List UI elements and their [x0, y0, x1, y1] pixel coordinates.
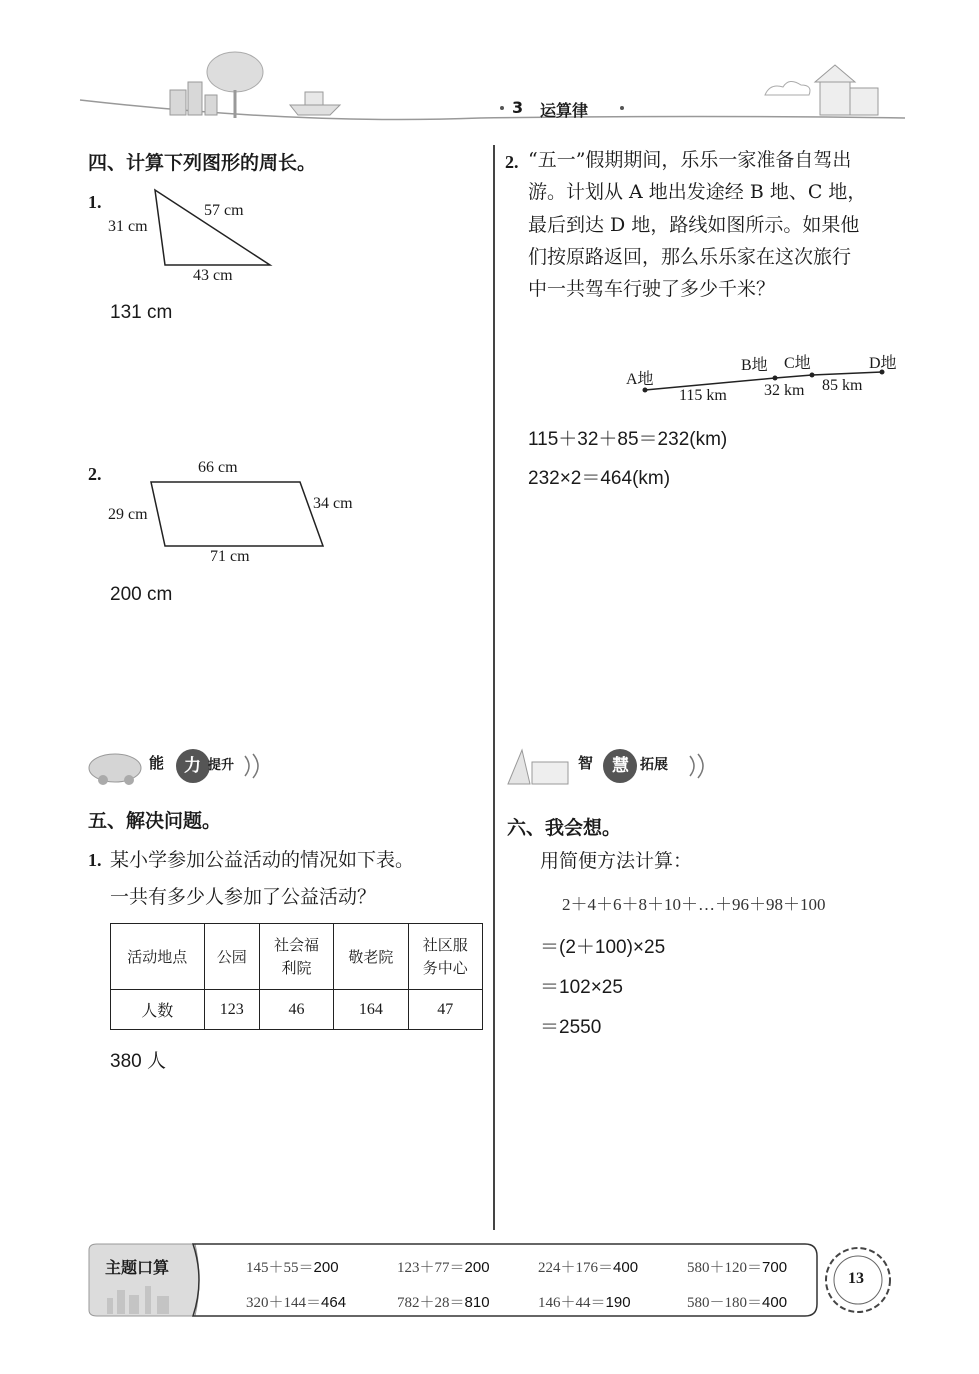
table-header-cell: 社区服 务中心: [408, 924, 482, 990]
page-number: 13: [848, 1270, 864, 1287]
section6-expression: 2＋4＋6＋8＋10＋…＋96＋98＋100: [562, 895, 826, 914]
mental-math-item: 145＋55＝200: [246, 1259, 339, 1276]
ability-badge-char-3: 提升: [208, 758, 235, 773]
mental-math-item: 146＋44＝190: [538, 1294, 631, 1311]
triangle-bottom-label: 43 cm: [193, 267, 233, 284]
s4-q1-answer: 131 cm: [110, 302, 173, 323]
table-header-cell: 公园: [204, 924, 259, 990]
s5-q1-text: [110, 842, 490, 916]
table-header-cell: 活动地点: [111, 924, 205, 990]
wisdom-badge-char-1: 智: [578, 754, 594, 772]
column-divider: [493, 145, 495, 1230]
table-header-cell: 社会福 利院: [259, 924, 333, 990]
table-cell: 123: [204, 990, 259, 1030]
route-distance-cd: 85 km: [822, 377, 863, 394]
mental-math-item: 782＋28＝810: [397, 1294, 490, 1311]
right-q2-line: 游。计划从 A 地出发途经 B 地、C 地，: [528, 181, 867, 204]
s4-q2-number: 2.: [88, 464, 102, 484]
mental-math-item: 580－180＝400: [687, 1294, 788, 1311]
section6-step-2: ＝102×25: [540, 977, 623, 998]
header-decoration: [0, 0, 979, 140]
right-q2-answer-1: 115＋32＋85＝232(km): [528, 429, 728, 450]
right-q2-answer-2: 232×2＝464(km): [528, 468, 671, 489]
route-point-c: C地: [784, 355, 811, 372]
table-cell: 46: [259, 990, 333, 1030]
s4-q2-answer: 200 cm: [110, 584, 173, 605]
table-row-label: 人数: [111, 990, 205, 1030]
ability-badge-char-2: 力: [184, 756, 201, 776]
s4-q1-number: 1.: [88, 192, 102, 212]
mental-math-label: 主题口算: [105, 1258, 170, 1277]
right-q2-line: 最后到达 D 地，路线如图所示。如果他: [528, 213, 860, 236]
mental-math-item: 123＋77＝200: [397, 1259, 490, 1276]
s5-q1-number: 1.: [88, 850, 102, 870]
route-point-a: A地: [626, 371, 654, 388]
mental-math-item: 580＋120＝700: [687, 1259, 788, 1276]
quad-right-label: 34 cm: [313, 495, 353, 512]
right-q2-line: 中一共驾车行驶了多少千米？: [528, 278, 776, 301]
section4-title: 四、计算下列图形的周长。: [88, 152, 317, 174]
section6-step-3: ＝2550: [540, 1017, 602, 1038]
mental-math-item: 320＋144＝464: [246, 1294, 347, 1311]
s5-q1-line: 一共有多少人参加了公益活动？: [110, 886, 377, 909]
wisdom-badge-char-2: 慧: [612, 756, 629, 776]
wisdom-badge-graphic: [500, 742, 710, 790]
right-q2-line: “五一”假期期间，乐乐一家准备自驾出: [528, 149, 852, 171]
unit-number: 3: [512, 98, 524, 117]
section6-prompt: 用简便方法计算：: [540, 850, 693, 872]
right-q2-line: 们按原路返回，那么乐乐家在这次旅行: [528, 245, 852, 268]
s5-q1-answer: 380 人: [110, 1051, 166, 1072]
right-q2-number: 2.: [505, 152, 519, 172]
s5-q1-line: 某小学参加公益活动的情况如下表。: [110, 849, 415, 871]
route-distance-bc: 32 km: [764, 382, 805, 399]
route-distance-ab: 115 km: [679, 387, 727, 404]
triangle-top-label: 57 cm: [204, 202, 244, 219]
route-point-d: D地: [869, 355, 897, 372]
ability-badge-graphic: [85, 742, 265, 790]
quad-left-label: 29 cm: [108, 506, 148, 523]
right-q2-text: [528, 144, 908, 305]
activity-table: [110, 923, 483, 1030]
section5-title: 五、解决问题。: [88, 810, 222, 832]
section6-title: 六、我会想。: [507, 817, 622, 839]
quad-top-label: 66 cm: [198, 459, 238, 476]
ability-badge-char-1: 能: [149, 754, 165, 772]
unit-title: 运算律: [540, 101, 589, 120]
table-header-cell: 敬老院: [334, 924, 408, 990]
quadrilateral-figure: [145, 478, 335, 550]
triangle-left-label: 31 cm: [108, 218, 148, 235]
route-point-b: B地: [741, 357, 768, 374]
mental-math-item: 224＋176＝400: [538, 1259, 639, 1276]
wisdom-badge-char-3: 拓展: [640, 757, 668, 773]
triangle-figure: [150, 185, 280, 275]
section6-step-1: ＝(2＋100)×25: [540, 937, 666, 958]
table-cell: 47: [408, 990, 482, 1030]
table-cell: 164: [334, 990, 408, 1030]
quad-bottom-label: 71 cm: [210, 548, 250, 565]
